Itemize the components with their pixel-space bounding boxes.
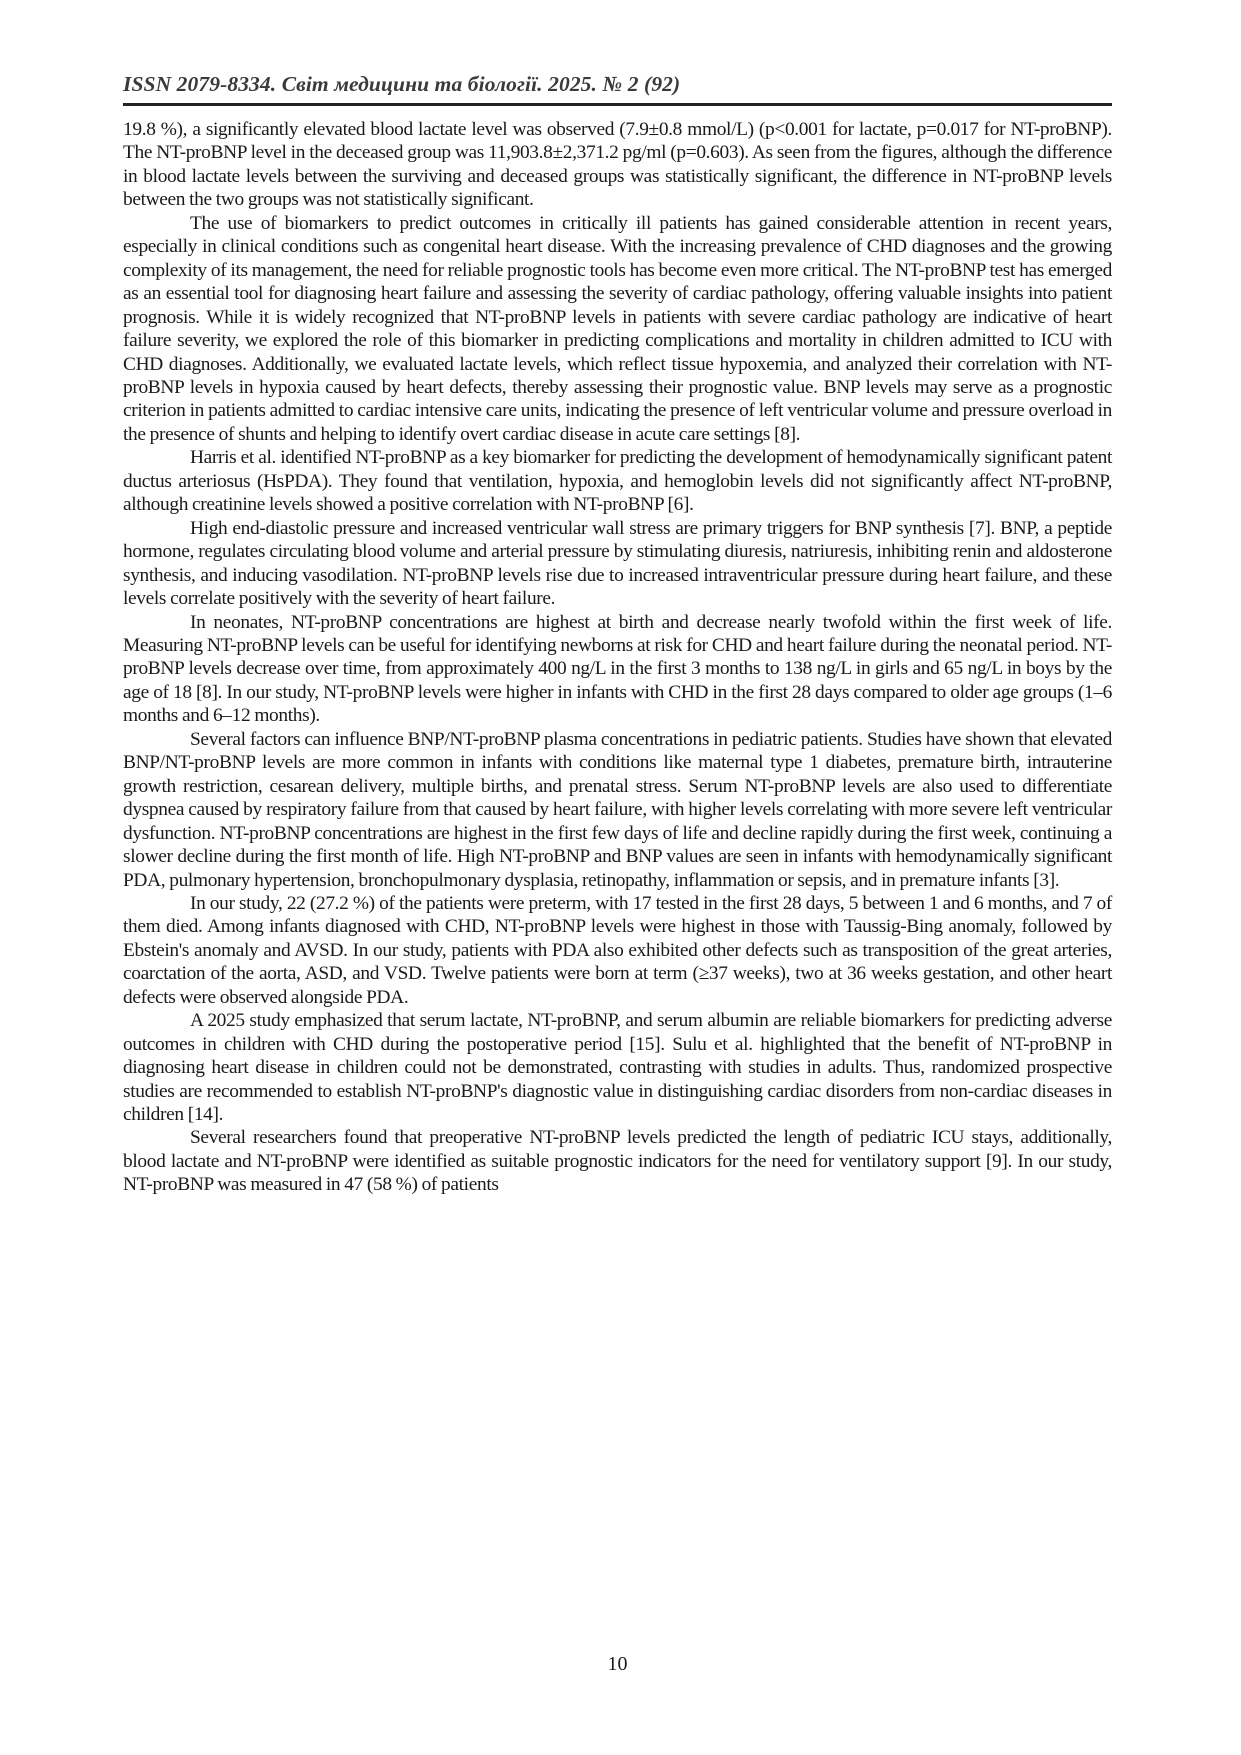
- paragraph-6: Several factors can influence BNP/NT-proBNP plasma concentrations in pediatric patients. Studies have shown that elevated BNP/NT-proBNP levels are more common in infants with conditions like maternal type 1 diabetes, premature birth, intrauterine growth restriction, cesarean delivery, multiple births, and prenatal stress. Serum NT-proBNP levels are also used to differentiate dyspnea caused by respiratory failure from that caused by heart failure, with higher levels correlating with more severe left ventricular dysfunction. NT-proBNP concentrations are highest in the first few days of life and decline rapidly during the first week, continuing a slower decline during the first month of life. High NT-proBNP and BNP values are seen in infants with hemodynamically significant PDA, pulmonary hypertension, bronchopulmonary dysplasia, retinopathy, inflammation or sepsis, and in premature infants [3].: [123, 728, 1112, 891]
- paragraph-1: 19.8 %), a significantly elevated blood lactate level was observed (7.9±0.8 mmol/L) (p<0.001 for lactate, p=0.017 for NT-proBNP). The NT-proBNP level in the deceased group was 11,903.8±2,371.2 pg/ml (p=0.603). As seen from the figures, although the difference in blood lactate levels between the surviving and deceased groups was statistically significant, the difference in NT-proBNP levels between the two groups was not statistically significant.: [123, 119, 1112, 211]
- header-divider: [123, 103, 1112, 106]
- body-text: [123, 118, 1112, 1197]
- paragraph-5: In neonates, NT-proBNP concentrations are highest at birth and decrease nearly twofold within the first week of life. Measuring NT-proBNP levels can be useful for identifying newborns at risk for CHD and heart failure during the neonatal period. NT-proBNP levels decrease over time, from approximately 400 ng/L in the first 3 months to 138 ng/L in girls and 65 ng/L in boys by the age of 18 [8]. In our study, NT-proBNP levels were higher in infants with CHD in the first 28 days compared to older age groups (1–6 months and 6–12 months).: [123, 611, 1112, 727]
- paragraph-7: In our study, 22 (27.2 %) of the patients were preterm, with 17 tested in the first 28 days, 5 between 1 and 6 months, and 7 of them died. Among infants diagnosed with CHD, NT-proBNP levels were highest in those with Taussig-Bing anomaly, followed by Ebstein's anomaly and AVSD. In our study, patients with PDA also exhibited other defects such as transposition of the great arteries, coarctation of the aorta, ASD, and VSD. Twelve patients were born at term (≥37 weeks), two at 36 weeks gestation, and other heart defects were observed alongside PDA.: [123, 892, 1112, 1008]
- paragraph-9: Several researchers found that preoperative NT-proBNP levels predicted the length of pediatric ICU stays, additionally, blood lactate and NT-proBNP were identified as suitable prognostic indicators for the need for ventilatory support [9]. In our study, NT-proBNP was measured in 47 (58 %) of patients: [123, 1127, 1112, 1196]
- running-header: ISSN 2079-8334. Світ медицини та біології. 2025. № 2 (92): [123, 72, 681, 96]
- page-number: 10: [607, 1653, 628, 1675]
- document-page: [123, 0, 1112, 1755]
- paragraph-2: The use of biomarkers to predict outcomes in critically ill patients has gained considerable attention in recent years, especially in clinical conditions such as congenital heart disease. With the increasing prevalence of CHD diagnoses and the growing complexity of its management, the need for reliable prognostic tools has become even more critical. The NT-proBNP test has emerged as an essential tool for diagnosing heart failure and assessing the severity of cardiac pathology, offering valuable insights into patient prognosis. While it is widely recognized that NT-proBNP levels in patients with severe cardiac pathology are indicative of heart failure severity, we explored the role of this biomarker in predicting complications and mortality in children admitted to ICU with CHD diagnoses. Additionally, we evaluated lactate levels, which reflect tissue hypoxemia, and analyzed their correlation with NT-proBNP levels in hypoxia caused by heart defects, thereby assessing their prognostic value. BNP levels may serve as a prognostic criterion in patients admitted to cardiac intensive care units, indicating the presence of left ventricular volume and pressure overload in the presence of shunts and helping to identify overt cardiac disease in acute care settings [8].: [123, 212, 1112, 445]
- paragraph-4: High end-diastolic pressure and increased ventricular wall stress are primary triggers for BNP synthesis [7]. BNP, a peptide hormone, regulates circulating blood volume and arterial pressure by stimulating diuresis, natriuresis, inhibiting renin and aldosterone synthesis, and inducing vasodilation. NT-proBNP levels rise due to increased intraventricular pressure during heart failure, and these levels correlate positively with the severity of heart failure.: [123, 517, 1112, 610]
- paragraph-8: A 2025 study emphasized that serum lactate, NT-proBNP, and serum albumin are reliable biomarkers for predicting adverse outcomes in children with CHD during the postoperative period [15]. Sulu et al. highlighted that the benefit of NT-proBNP in diagnosing heart disease in children could not be demonstrated, contrasting with studies in adults. Thus, randomized prospective studies are recommended to establish NT-proBNP's diagnostic value in distinguishing cardiac disorders from non-cardiac diseases in children [14].: [123, 1010, 1112, 1126]
- paragraph-3: Harris et al. identified NT-proBNP as a key biomarker for predicting the development of hemodynamically significant patent ductus arteriosus (HsPDA). They found that ventilation, hypoxia, and hemoglobin levels did not significantly affect NT-proBNP, although creatinine levels showed a positive correlation with NT-proBNP [6].: [123, 447, 1112, 516]
